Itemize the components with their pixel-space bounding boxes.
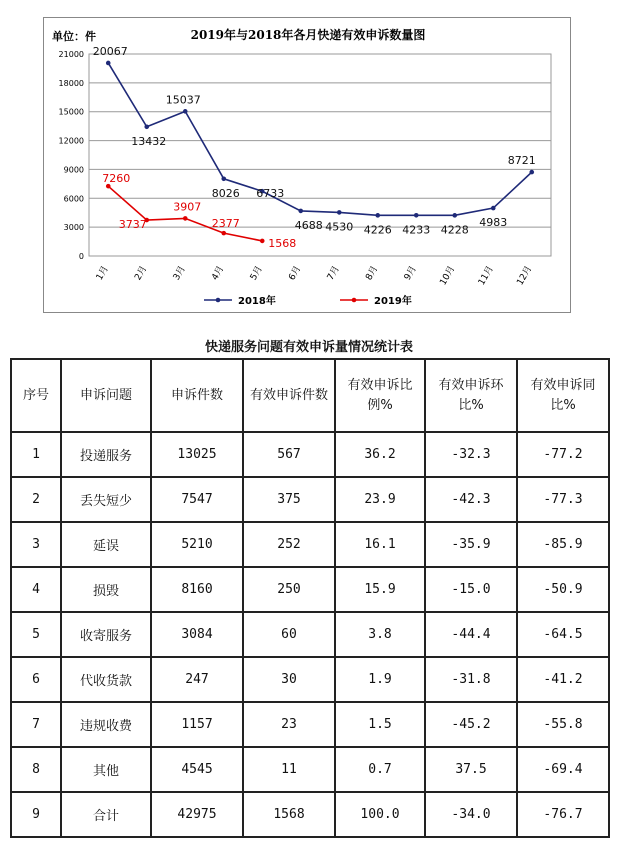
stats-table	[10, 358, 610, 838]
header-valid-complaints: 有效申诉件数	[243, 359, 335, 432]
x-tick-label: 10月	[438, 264, 458, 288]
data-label: 4688	[294, 218, 323, 232]
data-point	[375, 213, 380, 218]
table-title: 快递服务问题有效申诉量情况统计表	[204, 340, 413, 355]
cell-index: 3	[11, 522, 61, 567]
data-point	[221, 176, 226, 181]
cell-yoy: -77.2	[517, 432, 609, 477]
data-point	[106, 61, 111, 66]
cell-issue: 其他	[61, 747, 151, 792]
data-label: 2377	[211, 217, 240, 231]
cell-yoy: -76.7	[517, 792, 609, 837]
cell-valid-ratio: 15.9	[335, 567, 425, 612]
data-point	[529, 170, 534, 175]
cell-mom: -31.8	[425, 657, 517, 702]
x-tick-label: 3月	[171, 264, 188, 283]
header-index: 序号	[11, 359, 61, 432]
header-complaints: 申诉件数	[151, 359, 243, 432]
cell-mom: 37.5	[425, 747, 517, 792]
cell-valid-ratio: 0.7	[335, 747, 425, 792]
cell-mom: -34.0	[425, 792, 517, 837]
data-point	[183, 216, 188, 221]
data-label: 3907	[173, 200, 202, 214]
chart-title: 2019年与2018年各月快递有效申诉数量图	[190, 28, 426, 42]
table-header-row	[11, 359, 609, 432]
cell-issue: 代收货款	[61, 657, 151, 702]
y-tick-label: 12000	[58, 136, 84, 146]
y-tick-label: 18000	[58, 78, 84, 88]
table-row	[11, 657, 609, 702]
cell-complaints: 42975	[151, 792, 243, 837]
data-label: 15037	[165, 93, 201, 107]
x-tick-label: 9月	[402, 264, 419, 283]
data-point	[144, 124, 149, 129]
cell-index: 5	[11, 612, 61, 657]
data-point	[298, 209, 303, 214]
cell-complaints: 8160	[151, 567, 243, 612]
cell-index: 1	[11, 432, 61, 477]
cell-index: 7	[11, 702, 61, 747]
x-tick-label: 7月	[325, 264, 342, 283]
cell-issue: 延误	[61, 522, 151, 567]
cell-issue: 收寄服务	[61, 612, 151, 657]
cell-valid-ratio: 3.8	[335, 612, 425, 657]
data-label: 4228	[440, 223, 469, 237]
y-tick-label: 3000	[63, 223, 84, 233]
x-tick-label: 5月	[248, 264, 265, 283]
cell-index: 6	[11, 657, 61, 702]
x-tick-label: 6月	[287, 264, 304, 283]
data-point	[414, 213, 419, 218]
cell-complaints: 13025	[151, 432, 243, 477]
cell-issue: 投递服务	[61, 432, 151, 477]
cell-valid-complaints: 30	[243, 657, 335, 702]
y-tick-label: 6000	[63, 194, 84, 204]
data-label: 4983	[479, 216, 508, 230]
data-point	[183, 109, 188, 114]
cell-issue: 丢失短少	[61, 477, 151, 522]
y-tick-label: 9000	[63, 165, 84, 175]
cell-mom: -45.2	[425, 702, 517, 747]
cell-mom: -35.9	[425, 522, 517, 567]
legend-marker	[216, 298, 221, 303]
cell-valid-complaints: 567	[243, 432, 335, 477]
legend-marker	[352, 298, 357, 303]
data-point	[260, 239, 265, 244]
cell-yoy: -69.4	[517, 747, 609, 792]
line-chart	[44, 18, 572, 314]
cell-mom: -42.3	[425, 477, 517, 522]
cell-valid-ratio: 36.2	[335, 432, 425, 477]
cell-issue: 违规收费	[61, 702, 151, 747]
cell-issue: 合计	[61, 792, 151, 837]
cell-complaints: 1157	[151, 702, 243, 747]
cell-yoy: -77.3	[517, 477, 609, 522]
cell-issue: 损毁	[61, 567, 151, 612]
cell-valid-ratio: 1.5	[335, 702, 425, 747]
cell-valid-ratio: 1.9	[335, 657, 425, 702]
header-yoy: 有效申诉同比%	[517, 359, 609, 432]
x-tick-label: 1月	[94, 264, 111, 283]
data-label: 4530	[325, 220, 354, 234]
data-label: 20067	[92, 44, 128, 58]
cell-valid-ratio: 100.0	[335, 792, 425, 837]
table-row	[11, 702, 609, 747]
cell-index: 8	[11, 747, 61, 792]
cell-yoy: -85.9	[517, 522, 609, 567]
header-mom: 有效申诉环比%	[425, 359, 517, 432]
cell-valid-ratio: 16.1	[335, 522, 425, 567]
cell-yoy: -41.2	[517, 657, 609, 702]
series-line-2018年	[108, 63, 532, 215]
x-tick-label: 4月	[210, 264, 227, 283]
cell-complaints: 5210	[151, 522, 243, 567]
data-label: 7260	[102, 172, 131, 186]
table-row	[11, 567, 609, 612]
cell-complaints: 3084	[151, 612, 243, 657]
cell-valid-complaints: 60	[243, 612, 335, 657]
cell-complaints: 247	[151, 657, 243, 702]
table-row	[11, 522, 609, 567]
table-row	[11, 612, 609, 657]
cell-complaints: 4545	[151, 747, 243, 792]
data-label: 3737	[118, 218, 147, 232]
y-tick-label: 15000	[58, 107, 84, 117]
table-row	[11, 432, 609, 477]
cell-index: 4	[11, 567, 61, 612]
cell-valid-complaints: 1568	[243, 792, 335, 837]
data-point	[452, 213, 457, 218]
y-tick-label: 21000	[58, 50, 84, 59]
x-tick-label: 11月	[476, 264, 496, 288]
cell-yoy: -50.9	[517, 567, 609, 612]
header-valid-ratio: 有效申诉比例%	[335, 359, 425, 432]
cell-yoy: -55.8	[517, 702, 609, 747]
data-label: 4233	[402, 223, 431, 237]
data-label: 13432	[131, 134, 167, 148]
cell-valid-ratio: 23.9	[335, 477, 425, 522]
data-point	[491, 206, 496, 211]
table-row	[11, 747, 609, 792]
cell-yoy: -64.5	[517, 612, 609, 657]
chart-frame	[43, 17, 571, 313]
cell-valid-complaints: 252	[243, 522, 335, 567]
data-label: 8026	[211, 186, 240, 200]
x-tick-label: 2月	[133, 264, 150, 283]
x-tick-label: 12月	[515, 264, 535, 288]
cell-valid-complaints: 11	[243, 747, 335, 792]
data-point	[221, 231, 226, 236]
table-row	[11, 477, 609, 522]
cell-index: 9	[11, 792, 61, 837]
cell-valid-complaints: 23	[243, 702, 335, 747]
y-tick-label: 0	[78, 252, 84, 261]
data-label: 8721	[507, 154, 536, 168]
cell-mom: -15.0	[425, 567, 517, 612]
cell-complaints: 7547	[151, 477, 243, 522]
data-label: 6733	[256, 187, 285, 201]
data-point	[337, 210, 342, 215]
cell-valid-complaints: 375	[243, 477, 335, 522]
cell-mom: -32.3	[425, 432, 517, 477]
x-tick-label: 8月	[364, 264, 381, 283]
cell-mom: -44.4	[425, 612, 517, 657]
header-issue: 申诉问题	[61, 359, 151, 432]
legend-label: 2019年	[374, 296, 412, 307]
cell-index: 2	[11, 477, 61, 522]
table-row	[11, 792, 609, 837]
data-label: 1568	[268, 236, 297, 250]
data-label: 4226	[363, 223, 392, 237]
cell-valid-complaints: 250	[243, 567, 335, 612]
legend-label: 2018年	[238, 296, 276, 307]
chart-unit-label: 单位：件	[52, 30, 96, 43]
